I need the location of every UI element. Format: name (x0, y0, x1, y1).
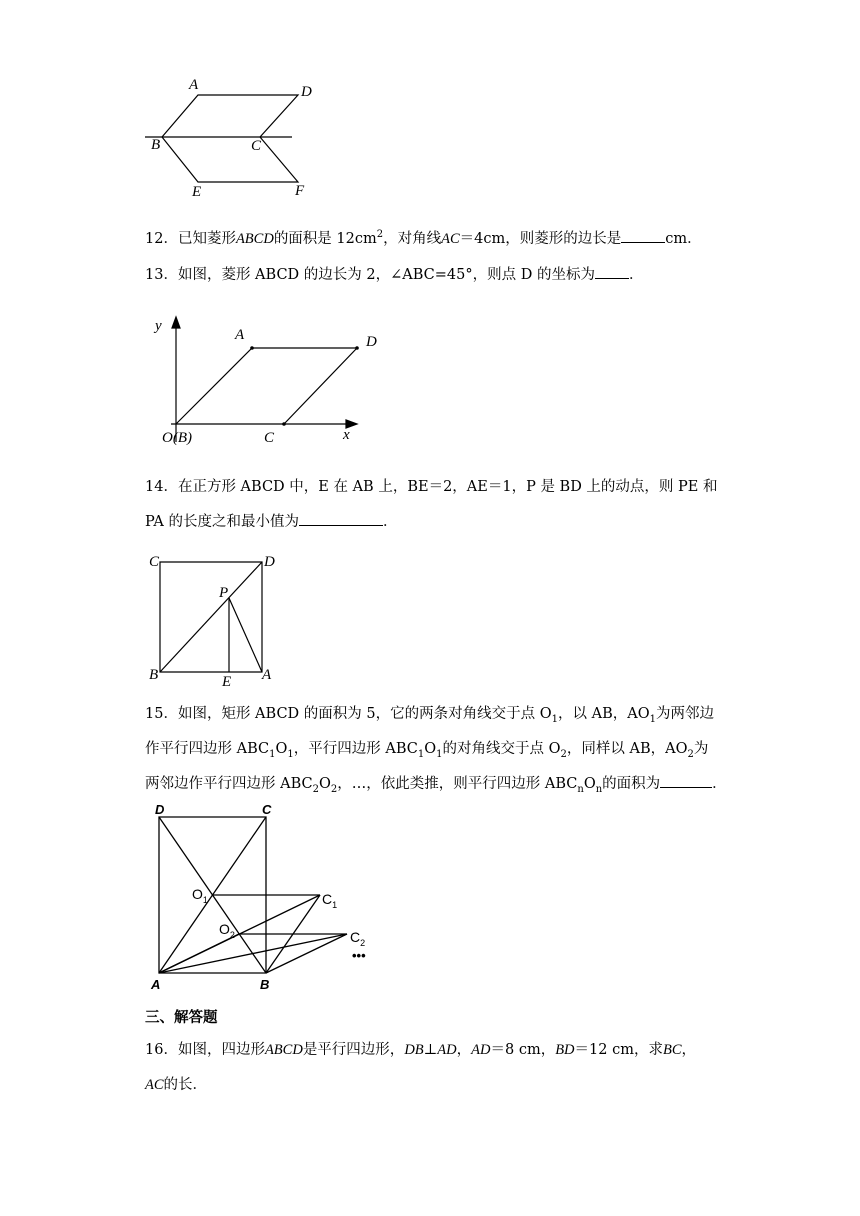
ellipsis-dots: ••• (352, 948, 366, 963)
label-e: E (222, 674, 232, 690)
label-y: y (155, 318, 162, 334)
label-c: C (251, 138, 262, 154)
diagonal-bd (160, 562, 262, 672)
answer-blank (621, 228, 665, 243)
label-a: A (151, 977, 161, 992)
label-a: A (189, 77, 199, 93)
label-a: A (262, 667, 272, 683)
question-15: 15．如图，矩形 ABCD 的面积为 5，它的两条对角线交于点 $O_1$，以 AB，$AO_1$为两邻边 作平行四边形 $ABC_1O_1$，平行四边形 $ABC_1O_1$的对角线交于点 $O_2$，同样以 AB，$AO_2$为 两邻边作平行四边形 $ABC_2O_2$，…，依此类推，则平行四边形 $ABC_nO_n$的面积为 ． (145, 706, 727, 795)
label-c: C (264, 430, 275, 446)
segment-a-o2 (159, 934, 239, 973)
question-14: 14．在正方形 ABCD 中，E 在 AB 上，BE＝2，AE＝1，P 是 BD 上的动点，则 PE 和 PA 的长度之和最小值为 ． (145, 479, 718, 530)
segment-a-c2 (159, 934, 347, 973)
label-d: D (301, 84, 312, 100)
label-b: B (151, 137, 161, 153)
label-d: D (264, 554, 275, 570)
y-axis-arrow (172, 317, 180, 328)
label-e: E (192, 184, 202, 200)
question-13: 13．如图，菱形 ABCD 的边长为 2，∠ABC=45°，则点 D 的坐标为 ． (145, 258, 725, 293)
label-o1: $O_1$ (192, 886, 208, 905)
segment-pa (229, 598, 262, 672)
figure-parallelograms (140, 75, 310, 205)
label-c: C (149, 554, 160, 570)
answer-blank (299, 511, 383, 526)
label-p: P (219, 585, 229, 601)
label-c2: $C_2$ (350, 929, 366, 948)
figure-square-pa-pe (145, 552, 285, 690)
label-c: C (262, 802, 272, 817)
rhombus-abcd (176, 348, 357, 424)
label-b: B (149, 667, 159, 683)
label-c1: $C_1$ (322, 891, 338, 910)
segment-c2-b (266, 934, 347, 973)
label-x: x (343, 427, 350, 443)
label-d: D (155, 802, 165, 817)
label-f: F (295, 183, 305, 199)
label-b: B (260, 977, 270, 992)
figure-rectangle-parallelograms (145, 800, 385, 1000)
parallelogram-abcd (162, 95, 298, 137)
label-o2: $O_2$ (219, 921, 235, 940)
section-title: 三、解答题 (145, 1009, 218, 1026)
question-12: 12．已知菱形ABCD的面积是 $12cm^2$，对角线AC＝4cm，则菱形的边长是 cm． (145, 229, 702, 247)
question-16: 16．如图，四边形ABCD是平行四边形，DB⊥AD，AD＝8 cm，BD＝12 cm，求BC， AC的长． (145, 1042, 697, 1093)
label-a: A (235, 327, 245, 343)
label-d: D (366, 334, 377, 350)
figure-rhombus-coordinate (145, 312, 385, 452)
answer-blank (595, 264, 629, 279)
parallelogram-becf (162, 137, 298, 182)
label-origin: O(B) (162, 430, 192, 446)
answer-blank (660, 773, 712, 788)
